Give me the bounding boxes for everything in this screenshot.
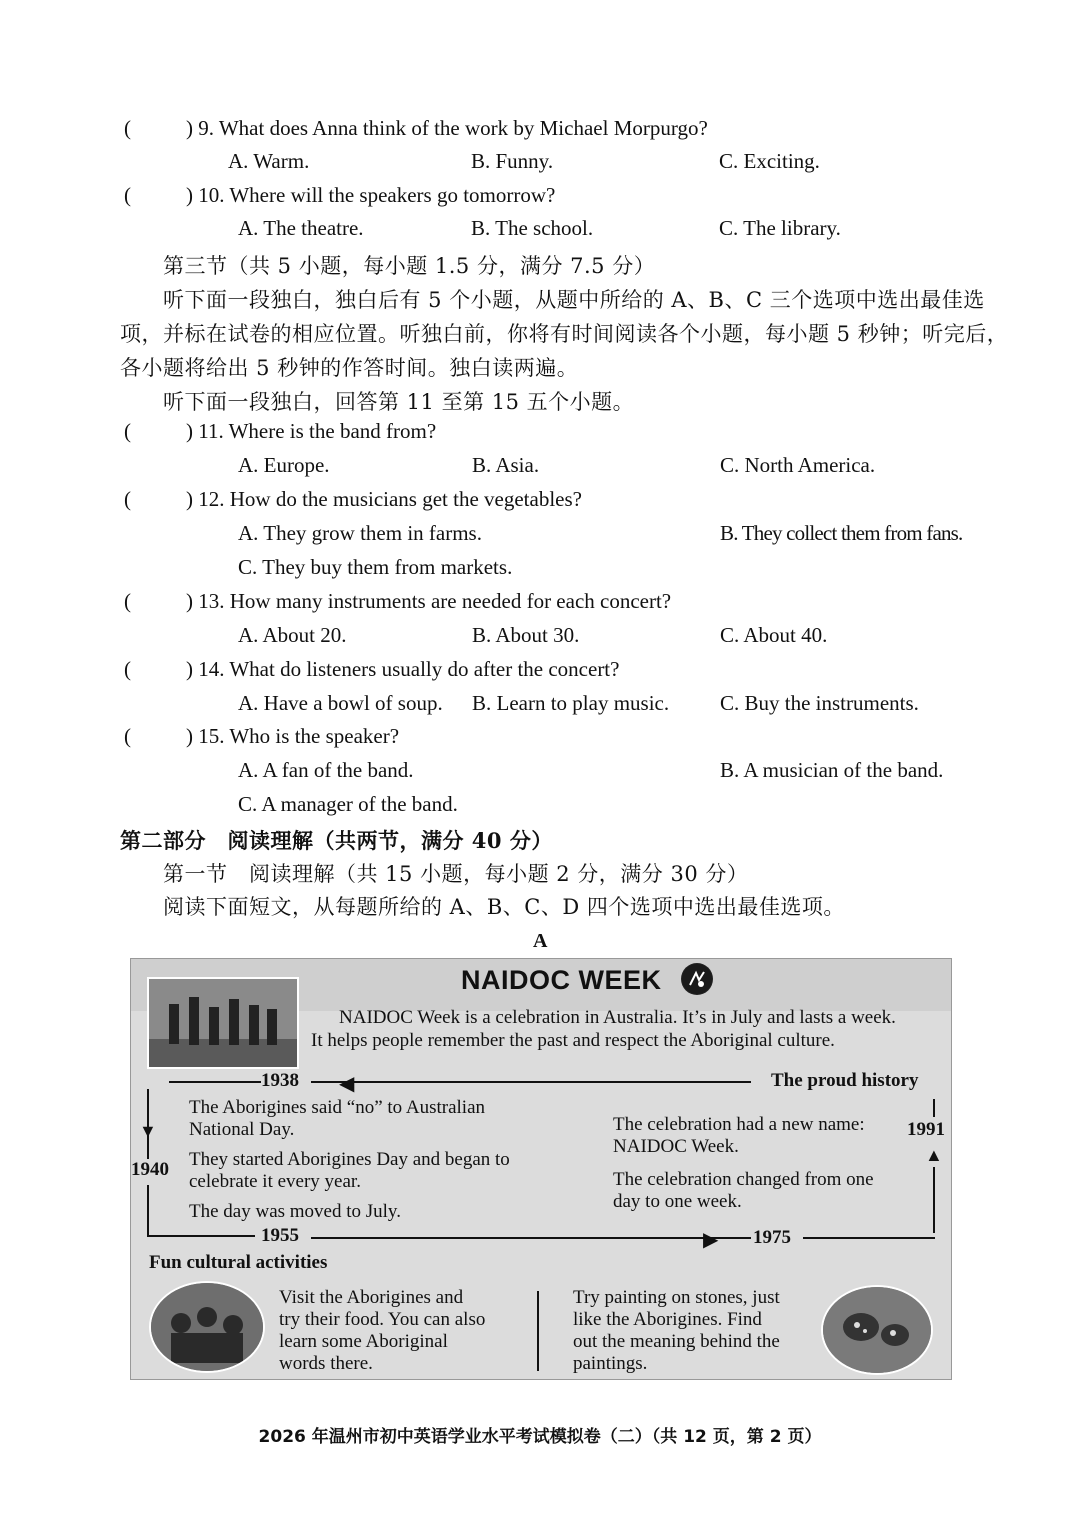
q13-option-b: B. About 30. [472,623,580,647]
q9-option-c: C. Exciting. [719,149,820,173]
aboriginal-dancers-photo [147,977,299,1069]
event-1940-line2: celebrate it every year. [189,1171,361,1192]
answer-paren-open: ( [124,724,131,748]
q11-option-a: A. Europe. [238,453,330,477]
q10-option-c: C. The library. [719,216,841,240]
answer-paren-open: ( [124,419,131,443]
timeline-top-line [311,1081,751,1083]
timeline-bottom-line [311,1237,751,1239]
fun-activities-label: Fun cultural activities [149,1252,328,1273]
q14-option-b: B. Learn to play music. [472,691,670,715]
section3-instr-line4: 听下面一段独白，回答第 11 至第 15 五个小题。 [163,390,635,414]
year-1955: 1955 [261,1225,299,1246]
timeline-right-line [933,1167,935,1233]
part2-subsection: 第一节 阅读理解（共 15 小题，每小题 2 分，满分 30 分） [163,862,749,886]
q11-option-c: C. North America. [720,453,876,477]
q10-option-b: B. The school. [471,216,594,240]
question-11-stem: ) 11. Where is the band from? [186,419,437,443]
question-15-stem: ) 15. Who is the speaker? [186,724,400,748]
activity-1-line4: words there. [279,1353,373,1374]
intro-line-1: NAIDOC Week is a celebration in Australia. It’s in July and lasts a week. [339,1007,896,1028]
arrow-right-icon: ▶ [703,1229,719,1251]
answer-paren-open: ( [124,487,131,511]
part2-instructions: 阅读下面短文，从每题所给的 A、B、C、D 四个选项中选出最佳选项。 [163,895,845,919]
activity-2-line3: out the meaning behind the [573,1331,780,1352]
activity-2-line4: paintings. [573,1353,648,1374]
year-1975: 1975 [753,1227,791,1248]
page-footer: 2026 年温州市初中英语学业水平考试模拟卷（二）（共 12 页，第 2 页） [258,1427,822,1447]
q15-option-c: C. A manager of the band. [238,792,458,816]
event-1938-line1: The Aborigines said “no” to Australian [189,1097,486,1118]
q12-option-b: B. They collect them from fans. [720,521,963,545]
q13-option-c: C. About 40. [720,623,828,647]
event-1940-line1: They started Aborigines Day and began to [189,1149,510,1170]
activity-1-line3: learn some Aboriginal [279,1331,448,1352]
year-1940: 1940 [131,1159,169,1180]
intro-line-2: It helps people remember the past and respect the Aboriginal culture. [311,1030,835,1051]
section3-title: 第三节（共 5 小题，每小题 1.5 分，满分 7.5 分） [163,254,656,278]
question-9-stem: ) 9. What does Anna think of the work by Michael Morpurgo? [186,116,708,140]
q11-option-b: B. Asia. [472,453,540,477]
question-13-stem: ) 13. How many instruments are needed for each concert? [186,589,672,613]
arrow-down-icon: ▼ [139,1121,157,1141]
passage-title: NAIDOC WEEK [461,965,662,995]
q9-option-a: A. Warm. [228,149,310,173]
passage-letter: A [533,930,548,952]
naidoc-logo-icon [681,963,713,995]
history-label: The proud history [771,1070,919,1091]
aboriginal-gathering-photo [149,1281,265,1373]
activity-1-line2: try their food. You can also [279,1309,486,1330]
q15-option-b: B. A musician of the band. [720,758,944,782]
event-1955: The day was moved to July. [189,1201,401,1222]
timeline-bottom-right-line [803,1237,935,1239]
answer-paren-open: ( [124,116,131,140]
activity-1-line1: Visit the Aborigines and [279,1287,464,1308]
event-1975-line1: The celebration changed from one [613,1169,874,1190]
q14-option-a: A. Have a bowl of soup. [238,691,443,715]
part2-title: 第二部分 阅读理解（共两节，满分 40 分） [120,828,553,853]
naidoc-week-passage [130,958,952,1380]
section3-instr-line2: 项，并标在试卷的相应位置。听独白前，你将有时间阅读各个小题，每小题 5 秒钟；听完后， [120,322,1009,346]
section3-instr-line3: 各小题将给出 5 秒钟的作答时间。独白读两遍。 [120,356,579,380]
activity-2-line1: Try painting on stones, just [573,1287,780,1308]
timeline-left-lower-line [147,1185,149,1235]
arrow-left-icon: ◀ [339,1073,355,1095]
q9-option-b: B. Funny. [471,149,554,173]
stone-painting-photo [821,1285,933,1375]
arrow-up-icon: ▲ [925,1145,943,1165]
year-1991: 1991 [907,1119,945,1140]
section3-instr-line1: 听下面一段独白，独白后有 5 个小题，从题中所给的 A、B、C 三个选项中选出最佳选 [163,288,985,312]
activity-2-line2: like the Aborigines. Find [573,1309,762,1330]
activities-divider [537,1291,539,1371]
event-1991-line2: NAIDOC Week. [613,1136,739,1157]
timeline-top-left-line [169,1081,261,1083]
answer-paren-open: ( [124,657,131,681]
q13-option-a: A. About 20. [238,623,347,647]
q14-option-c: C. Buy the instruments. [720,691,919,715]
event-1991-line1: The celebration had a new name: [613,1114,865,1135]
q12-option-a: A. They grow them in farms. [238,521,482,545]
event-1975-line2: day to one week. [613,1191,742,1212]
question-10-stem: ) 10. Where will the speakers go tomorrow? [186,183,556,207]
q15-option-a: A. A fan of the band. [238,758,414,782]
q12-option-c: C. They buy them from markets. [238,555,513,579]
answer-paren-open: ( [124,183,131,207]
event-1938-line2: National Day. [189,1119,295,1140]
timeline-right-tick [933,1099,935,1117]
answer-paren-open: ( [124,589,131,613]
year-1938: 1938 [261,1070,299,1091]
q10-option-a: A. The theatre. [238,216,364,240]
question-14-stem: ) 14. What do listeners usually do after the concert? [186,657,620,681]
timeline-bottom-left-line [147,1235,255,1237]
question-12-stem: ) 12. How do the musicians get the vegetables? [186,487,582,511]
